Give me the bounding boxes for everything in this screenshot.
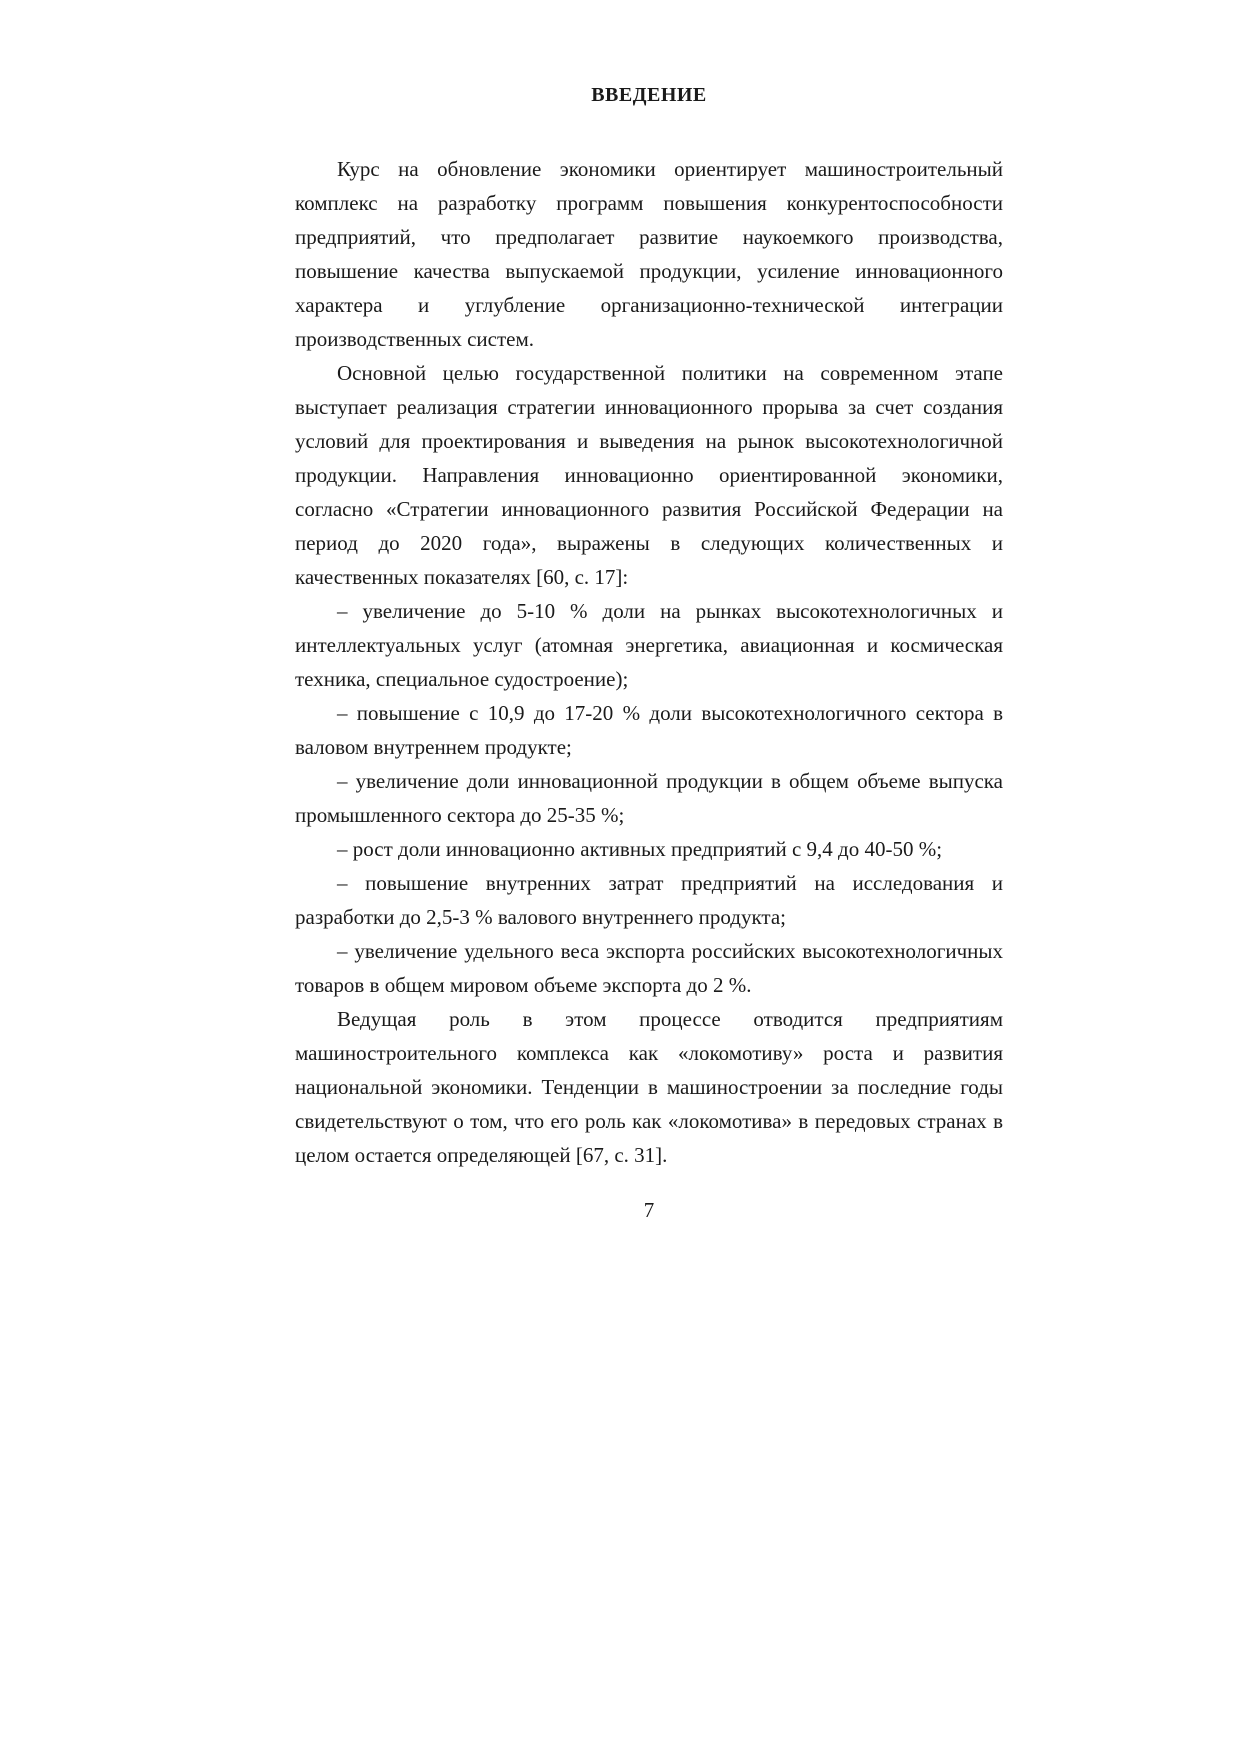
page-title: ВВЕДЕНИЕ	[591, 84, 707, 106]
paragraph-intro: Курс на обновление экономики ориентирует машиностроительный комплекс на разработку программ повышения конкурентоспособности предприятий, что предполагает развитие наукоемкого производства, повышение качества выпускаемой продукции, усиление инновационного характера и углубление организационно-технической интеграции производственных систем.	[295, 157, 1003, 351]
page-number: 7	[643, 1198, 655, 1222]
body-text	[295, 152, 1003, 1172]
list-item: – увеличение до 5-10 % доли на рынках высокотехнологичных и интеллектуальных услуг (атомная энергетика, авиационная и космическая техника, специальное судостроение);	[295, 599, 1003, 691]
list-item: – увеличение удельного веса экспорта российских высокотехнологичных товаров в общем мировом объеме экспорта до 2 %.	[295, 939, 1003, 997]
list-item: – повышение с 10,9 до 17-20 % доли высокотехнологичного сектора в валовом внутреннем продукте;	[295, 701, 1003, 759]
paragraph-conclusion: Ведущая роль в этом процессе отводится предприятиям машиностроительного комплекса как «локомотиву» роста и развития национальной экономики. Тенденции в машиностроении за последние годы свидетельствуют о том, что его роль как «локомотива» в передовых странах в целом остается определяющей [67, с. 31].	[295, 1007, 1003, 1167]
list-item: – рост доли инновационно активных предприятий с 9,4 до 40-50 %;	[337, 837, 943, 861]
paragraph-policy: Основной целью государственной политики на современном этапе выступает реализация стратегии инновационного прорыва за счет создания условий для проектирования и выведения на рынок высокотехнологичной продукции. Направления инновационно ориентированной экономики, согласно «Стратегии инновационного развития Российской Федерации на период до 2020 года», выражены в следующих количественных и качественных показателях [60, с. 17]:	[295, 361, 1003, 589]
list-item: – увеличение доли инновационной продукции в общем объеме выпуска промышленного сектора до 25-35 %;	[295, 769, 1003, 827]
list-item: – повышение внутренних затрат предприятий на исследования и разработки до 2,5-3 % валового внутреннего продукта;	[295, 871, 1003, 929]
